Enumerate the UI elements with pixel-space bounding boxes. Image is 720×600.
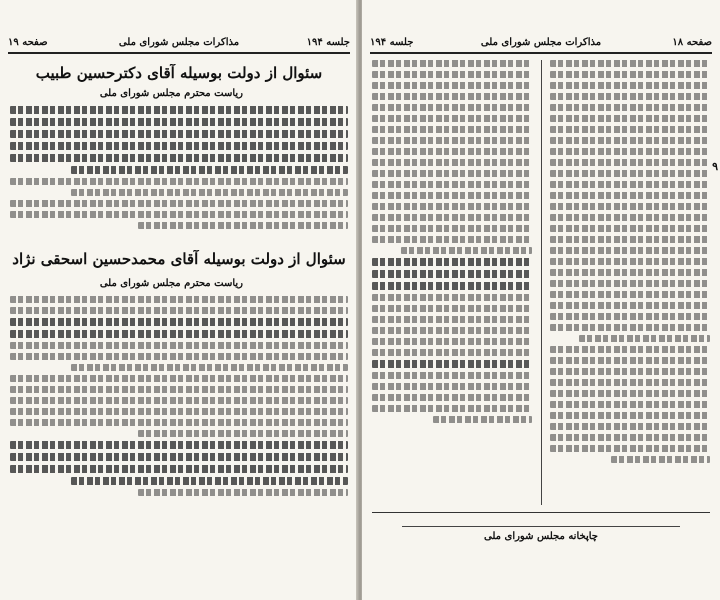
- body-end-rule: [372, 512, 710, 513]
- left-page: [0, 0, 358, 600]
- right-page-body: [372, 60, 710, 580]
- left-column: [372, 60, 532, 580]
- right-column: [550, 60, 710, 580]
- question-address-1: ریاست محترم مجلس شورای ملی: [99, 88, 243, 99]
- left-page-body: [10, 60, 348, 580]
- question-heading-1: سئوال از دولت بوسیله آقای دکترحسین طبیب: [35, 64, 323, 82]
- right-page: [362, 0, 720, 600]
- left-journal-title: مذاکرات مجلس شورای ملی: [118, 37, 240, 48]
- left-page-header: [8, 36, 350, 54]
- left-page-number: صفحه ۱۹: [8, 37, 48, 48]
- question-body-2: [10, 296, 348, 500]
- question-body-1: [10, 106, 348, 233]
- right-journal-title: مذاکرات مجلس شورای ملی: [480, 37, 602, 48]
- question-heading-2: سئوال از دولت بوسیله آقای محمدحسین اسحقی نژاد: [12, 250, 346, 268]
- right-session-label: جلسه ۱۹۴: [370, 37, 414, 48]
- printer-imprint: چاپخانه مجلس شورای ملی: [402, 526, 680, 542]
- question-address-2: ریاست محترم مجلس شورای ملی: [99, 278, 243, 289]
- left-session-label: جلسه ۱۹۴: [306, 37, 350, 48]
- right-page-number: صفحه ۱۸: [672, 37, 712, 48]
- margin-mark: ۹: [712, 160, 718, 173]
- right-page-header: [370, 36, 712, 54]
- column-divider: [541, 60, 542, 505]
